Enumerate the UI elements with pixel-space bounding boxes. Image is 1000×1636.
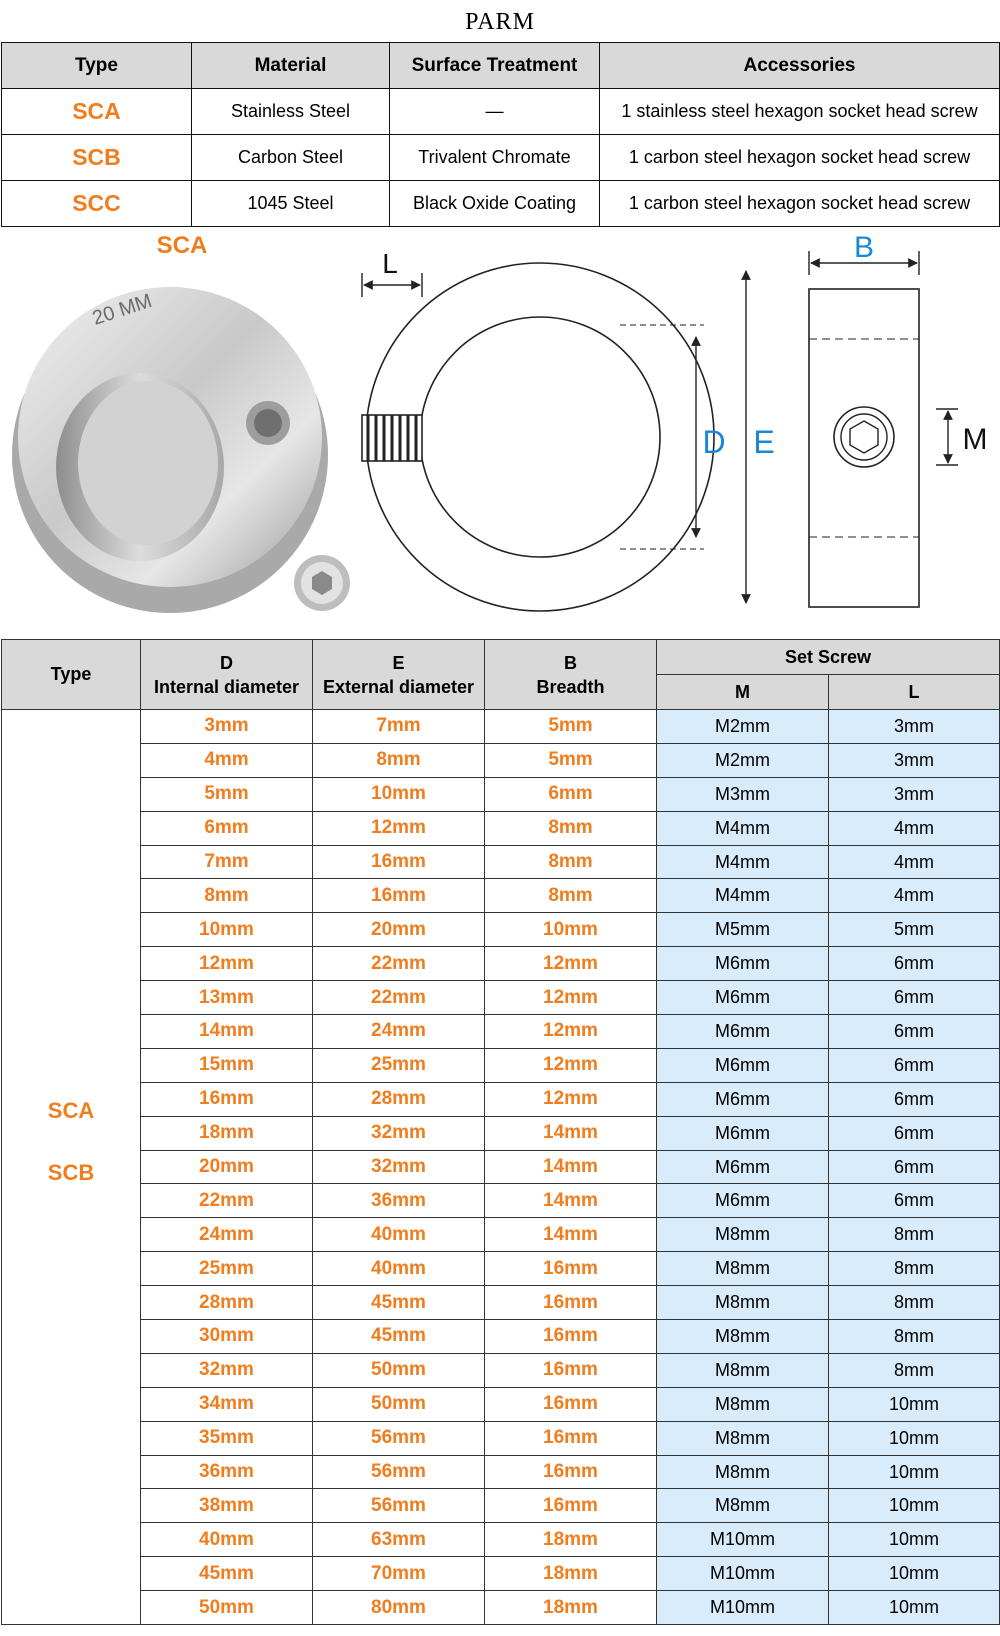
spec-cell-e: 28mm — [313, 1082, 485, 1116]
spec-cell-e: 20mm — [313, 913, 485, 947]
spec-cell-e: 22mm — [313, 981, 485, 1015]
spec-cell-b: 10mm — [485, 913, 657, 947]
spec-cell-m: M3mm — [657, 777, 829, 811]
spec-cell-l: 4mm — [829, 879, 1000, 913]
front-view — [362, 263, 714, 611]
spec-cell-d: 34mm — [141, 1387, 313, 1421]
spec-row — [2, 1048, 1000, 1082]
spec-cell-e: 16mm — [313, 879, 485, 913]
spec-cell-e: 36mm — [313, 1184, 485, 1218]
spec-cell-d: 20mm — [141, 1150, 313, 1184]
spec-cell-m: M8mm — [657, 1286, 829, 1320]
spec-cell-b: 12mm — [485, 1082, 657, 1116]
spec-cell-l: 10mm — [829, 1387, 1000, 1421]
spec-cell-e: 45mm — [313, 1320, 485, 1354]
spec-header-b-name: Breadth — [536, 676, 605, 697]
spec-row — [2, 1320, 1000, 1354]
spec-cell-d: 30mm — [141, 1320, 313, 1354]
spec-cell-m: M8mm — [657, 1353, 829, 1387]
label-m: M — [962, 423, 988, 456]
spec-cell-l: 8mm — [829, 1286, 1000, 1320]
materials-row — [2, 89, 1000, 135]
spec-cell-d: 13mm — [141, 981, 313, 1015]
materials-cell-material: 1045 Steel — [192, 181, 390, 227]
spec-cell-e: 50mm — [313, 1387, 485, 1421]
spec-cell-d: 22mm — [141, 1184, 313, 1218]
label-l: L — [382, 248, 398, 279]
spec-row — [2, 1455, 1000, 1489]
spec-cell-d: 7mm — [141, 845, 313, 879]
spec-cell-e: 25mm — [313, 1048, 485, 1082]
spec-cell-b: 16mm — [485, 1455, 657, 1489]
dimension-e — [746, 271, 775, 603]
spec-cell-e: 16mm — [313, 845, 485, 879]
spec-cell-l: 3mm — [829, 710, 1000, 744]
spec-cell-e: 56mm — [313, 1421, 485, 1455]
spec-cell-d: 36mm — [141, 1455, 313, 1489]
spec-row — [2, 1184, 1000, 1218]
spec-cell-b: 8mm — [485, 879, 657, 913]
spec-row — [2, 1591, 1000, 1625]
spec-cell-l: 8mm — [829, 1320, 1000, 1354]
spec-cell-d: 12mm — [141, 947, 313, 981]
dimension-l — [362, 248, 422, 297]
spec-cell-e: 45mm — [313, 1286, 485, 1320]
spec-row — [2, 710, 1000, 744]
dimension-m — [936, 409, 988, 465]
spec-header-e — [313, 640, 485, 710]
materials-row — [2, 181, 1000, 227]
spec-cell-m: M6mm — [657, 1184, 829, 1218]
spec-cell-d: 24mm — [141, 1218, 313, 1252]
spec-cell-l: 10mm — [829, 1523, 1000, 1557]
spec-cell-d: 4mm — [141, 743, 313, 777]
spec-cell-m: M4mm — [657, 811, 829, 845]
product-diagram — [0, 227, 1000, 639]
spec-cell-m: M6mm — [657, 1150, 829, 1184]
spec-cell-e: 50mm — [313, 1353, 485, 1387]
materials-table — [1, 42, 1000, 227]
spec-cell-b: 16mm — [485, 1353, 657, 1387]
spec-cell-d: 38mm — [141, 1489, 313, 1523]
spec-header-d-name: Internal diameter — [153, 676, 300, 697]
materials-cell-accessories: 1 carbon steel hexagon socket head screw — [600, 181, 1000, 227]
spec-cell-b: 18mm — [485, 1523, 657, 1557]
spec-row — [2, 811, 1000, 845]
spec-cell-e: 32mm — [313, 1150, 485, 1184]
spec-cell-m: M5mm — [657, 913, 829, 947]
spec-cell-m: M6mm — [657, 1082, 829, 1116]
spec-type-cell — [2, 710, 141, 1625]
spec-cell-m: M4mm — [657, 845, 829, 879]
spec-cell-m: M6mm — [657, 1048, 829, 1082]
diagram-svg — [0, 227, 1000, 639]
materials-cell-surface: Black Oxide Coating — [390, 181, 600, 227]
spec-row — [2, 1116, 1000, 1150]
materials-cell-type: SCA — [2, 89, 192, 135]
spec-cell-b: 8mm — [485, 845, 657, 879]
spec-cell-l: 5mm — [829, 913, 1000, 947]
spec-cell-b: 16mm — [485, 1252, 657, 1286]
spec-cell-m: M6mm — [657, 981, 829, 1015]
spec-cell-b: 16mm — [485, 1286, 657, 1320]
spec-cell-b: 12mm — [485, 981, 657, 1015]
spec-header-m: M — [657, 675, 829, 710]
spec-cell-b: 16mm — [485, 1489, 657, 1523]
spec-cell-e: 70mm — [313, 1557, 485, 1591]
spec-cell-l: 6mm — [829, 1015, 1000, 1049]
materials-row — [2, 135, 1000, 181]
spec-header-d-letter: D — [220, 652, 233, 673]
spec-cell-d: 18mm — [141, 1116, 313, 1150]
spec-cell-m: M4mm — [657, 879, 829, 913]
spec-cell-b: 14mm — [485, 1218, 657, 1252]
spec-type-label: SCB — [47, 1160, 95, 1185]
spec-row — [2, 1523, 1000, 1557]
spec-cell-l: 10mm — [829, 1591, 1000, 1625]
materials-cell-accessories: 1 carbon steel hexagon socket head screw — [600, 135, 1000, 181]
spec-header-l: L — [829, 675, 1000, 710]
spec-row — [2, 777, 1000, 811]
spec-header-e-name: External diameter — [322, 676, 475, 697]
spec-cell-b: 5mm — [485, 710, 657, 744]
spec-cell-m: M8mm — [657, 1455, 829, 1489]
spec-row — [2, 1150, 1000, 1184]
spec-cell-d: 8mm — [141, 879, 313, 913]
spec-row — [2, 1252, 1000, 1286]
spec-cell-b: 6mm — [485, 777, 657, 811]
materials-cell-type: SCC — [2, 181, 192, 227]
spec-row — [2, 1421, 1000, 1455]
spec-cell-m: M8mm — [657, 1421, 829, 1455]
header-material: Material — [192, 43, 390, 89]
spec-row — [2, 1557, 1000, 1591]
spec-cell-l: 10mm — [829, 1455, 1000, 1489]
spec-cell-d: 16mm — [141, 1082, 313, 1116]
spec-cell-m: M8mm — [657, 1218, 829, 1252]
spec-header-set-screw: Set Screw — [657, 640, 1000, 675]
spec-cell-b: 18mm — [485, 1591, 657, 1625]
spec-row — [2, 913, 1000, 947]
spec-cell-l: 4mm — [829, 811, 1000, 845]
spec-cell-l: 8mm — [829, 1218, 1000, 1252]
spec-cell-b: 16mm — [485, 1387, 657, 1421]
spec-cell-d: 14mm — [141, 1015, 313, 1049]
spec-cell-e: 56mm — [313, 1489, 485, 1523]
spec-cell-l: 4mm — [829, 845, 1000, 879]
spec-cell-e: 40mm — [313, 1218, 485, 1252]
spec-cell-m: M6mm — [657, 1015, 829, 1049]
spec-cell-m: M2mm — [657, 710, 829, 744]
spec-header-b — [485, 640, 657, 710]
spec-cell-l: 10mm — [829, 1557, 1000, 1591]
spec-cell-e: 32mm — [313, 1116, 485, 1150]
spec-cell-m: M8mm — [657, 1320, 829, 1354]
spec-row — [2, 1082, 1000, 1116]
spec-cell-e: 8mm — [313, 743, 485, 777]
spec-cell-d: 5mm — [141, 777, 313, 811]
spec-row — [2, 1218, 1000, 1252]
spec-cell-d: 35mm — [141, 1421, 313, 1455]
collar-engraving: 20 MM — [89, 289, 155, 330]
materials-cell-material: Carbon Steel — [192, 135, 390, 181]
spec-cell-e: 63mm — [313, 1523, 485, 1557]
spec-type-label: SCA — [47, 1098, 95, 1123]
spec-cell-b: 8mm — [485, 811, 657, 845]
spec-header-type: Type — [2, 640, 141, 710]
spec-cell-l: 6mm — [829, 947, 1000, 981]
spec-cell-l: 8mm — [829, 1252, 1000, 1286]
spec-cell-l: 6mm — [829, 1082, 1000, 1116]
spec-row — [2, 1489, 1000, 1523]
spec-row — [2, 1286, 1000, 1320]
header-type: Type — [2, 43, 192, 89]
spec-row — [2, 1353, 1000, 1387]
materials-cell-surface: Trivalent Chromate — [390, 135, 600, 181]
spec-cell-l: 6mm — [829, 1150, 1000, 1184]
materials-cell-accessories: 1 stainless steel hexagon socket head screw — [600, 89, 1000, 135]
label-e: E — [753, 424, 775, 460]
spec-cell-d: 10mm — [141, 913, 313, 947]
spec-cell-b: 16mm — [485, 1320, 657, 1354]
materials-header-row — [2, 43, 1000, 89]
spec-cell-m: M10mm — [657, 1591, 829, 1625]
spec-cell-d: 25mm — [141, 1252, 313, 1286]
spec-cell-l: 6mm — [829, 1116, 1000, 1150]
spec-header-row-1 — [2, 640, 1000, 675]
spec-cell-l: 6mm — [829, 1184, 1000, 1218]
spec-row — [2, 981, 1000, 1015]
spec-cell-d: 45mm — [141, 1557, 313, 1591]
spec-cell-b: 12mm — [485, 1015, 657, 1049]
spec-cell-m: M10mm — [657, 1523, 829, 1557]
spec-cell-m: M8mm — [657, 1387, 829, 1421]
spec-cell-b: 18mm — [485, 1557, 657, 1591]
spec-cell-d: 6mm — [141, 811, 313, 845]
spec-cell-b: 14mm — [485, 1116, 657, 1150]
spec-cell-l: 10mm — [829, 1489, 1000, 1523]
materials-cell-type: SCB — [2, 135, 192, 181]
spec-row — [2, 1387, 1000, 1421]
spec-cell-e: 7mm — [313, 710, 485, 744]
spec-cell-m: M6mm — [657, 947, 829, 981]
label-d: D — [702, 424, 726, 460]
spec-cell-m: M10mm — [657, 1557, 829, 1591]
spec-row — [2, 743, 1000, 777]
spec-cell-d: 15mm — [141, 1048, 313, 1082]
dimension-d — [620, 325, 726, 549]
header-accessories: Accessories — [600, 43, 1000, 89]
spec-header-e-letter: E — [392, 652, 405, 673]
label-b: B — [853, 231, 875, 264]
spec-cell-e: 22mm — [313, 947, 485, 981]
spec-row — [2, 1015, 1000, 1049]
materials-cell-material: Stainless Steel — [192, 89, 390, 135]
spec-cell-d: 3mm — [141, 710, 313, 744]
spec-cell-d: 32mm — [141, 1353, 313, 1387]
spec-cell-m: M6mm — [657, 1116, 829, 1150]
product-label: SCA — [156, 232, 208, 259]
spec-cell-b: 16mm — [485, 1421, 657, 1455]
materials-cell-surface: — — [390, 89, 600, 135]
spec-row — [2, 845, 1000, 879]
collar-photo — [12, 287, 328, 613]
spec-cell-e: 80mm — [313, 1591, 485, 1625]
set-screw-photo — [294, 555, 350, 611]
spec-cell-b: 12mm — [485, 1048, 657, 1082]
spec-header-b-letter: B — [564, 652, 577, 673]
spec-cell-b: 5mm — [485, 743, 657, 777]
spec-cell-e: 24mm — [313, 1015, 485, 1049]
spec-header-d — [141, 640, 313, 710]
spec-row — [2, 947, 1000, 981]
dimension-b — [809, 231, 919, 275]
spec-row — [2, 879, 1000, 913]
spec-cell-e: 40mm — [313, 1252, 485, 1286]
side-view — [809, 289, 919, 607]
spec-table — [1, 639, 1000, 1625]
spec-cell-l: 6mm — [829, 1048, 1000, 1082]
spec-cell-b: 12mm — [485, 947, 657, 981]
spec-cell-b: 14mm — [485, 1184, 657, 1218]
spec-cell-l: 6mm — [829, 981, 1000, 1015]
spec-cell-e: 10mm — [313, 777, 485, 811]
spec-cell-l: 3mm — [829, 777, 1000, 811]
spec-cell-l: 10mm — [829, 1421, 1000, 1455]
spec-cell-m: M8mm — [657, 1489, 829, 1523]
spec-cell-m: M8mm — [657, 1252, 829, 1286]
spec-cell-b: 14mm — [485, 1150, 657, 1184]
spec-cell-d: 40mm — [141, 1523, 313, 1557]
spec-cell-e: 12mm — [313, 811, 485, 845]
header-surface-treatment: Surface Treatment — [390, 43, 600, 89]
spec-cell-m: M2mm — [657, 743, 829, 777]
spec-cell-d: 50mm — [141, 1591, 313, 1625]
page-title: PARM — [465, 9, 535, 35]
spec-cell-d: 28mm — [141, 1286, 313, 1320]
spec-cell-l: 8mm — [829, 1353, 1000, 1387]
spec-cell-e: 56mm — [313, 1455, 485, 1489]
spec-cell-l: 3mm — [829, 743, 1000, 777]
